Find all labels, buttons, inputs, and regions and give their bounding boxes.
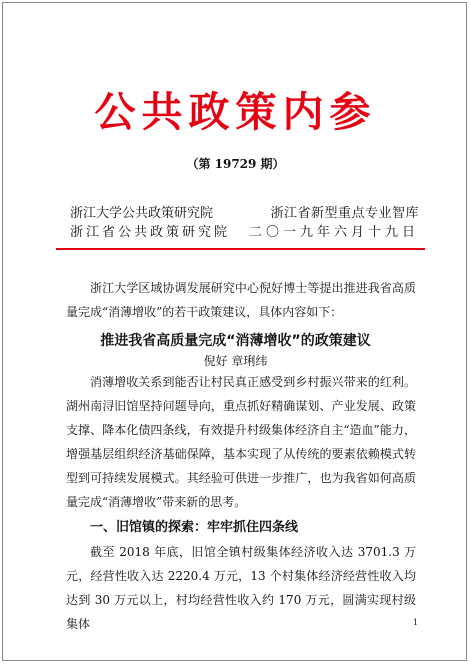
article-title: 推进我省高质量完成“消薄增收”的政策建议 [100,333,371,349]
issue-number: （第 19729 期） [186,157,285,171]
org-left-2: 浙江省公共政策研究院 [70,225,231,240]
masthead-title: 公共政策内参 [94,88,377,136]
body-paragraph-1 [66,370,416,514]
paragraph-2-text: 截至 2018 年底，旧馆全镇村级集体经济收入达 3701.3 万元，经营性收入达 2220.4 万元，13 个村集体经济经营性收入均达到 30 万元以上，村均经营性收入约 170 万元，圆满实现村级集体 [66,545,416,631]
org-right-1: 浙江省新型重点专业智库 [270,206,419,221]
paragraph-1-text: 消薄增收关系到能否让村民真正感受到乡村振兴带来的红利。湖州南浔旧馆坚持问题导向，重点抓好精确谋划、产业发展、政策支撑、降本化债四条线，有效提升村级集体经济自主“造血”能力，增强基层组织经济基础保障，基本实现了从传统的要素依赖模式转型到可持续发展模式。其经验可供进一步推广，也为我省如何高质量完成“消薄增收”带来新的思考。 [66,375,416,509]
article-authors: 倪好 章琍纬 [203,354,268,368]
publication-date: 二〇一九年六月十九日 [248,225,419,240]
section-heading: 一、旧馆镇的探索：牢牢抓住四条线 [90,520,299,535]
body-paragraph-2 [66,540,419,636]
org-row-2 [70,221,419,240]
org-row-1 [70,202,419,221]
page-number: 1 [413,618,419,627]
red-divider [56,248,425,250]
intro-text: 浙江大学区域协调发展研究中心倪好博士等提出推进我省高质量完成“消薄增收”的若干政策建议，具体内容如下： [66,281,416,319]
org-left-1: 浙江大学公共政策研究院 [70,206,214,221]
intro-paragraph [66,276,416,324]
